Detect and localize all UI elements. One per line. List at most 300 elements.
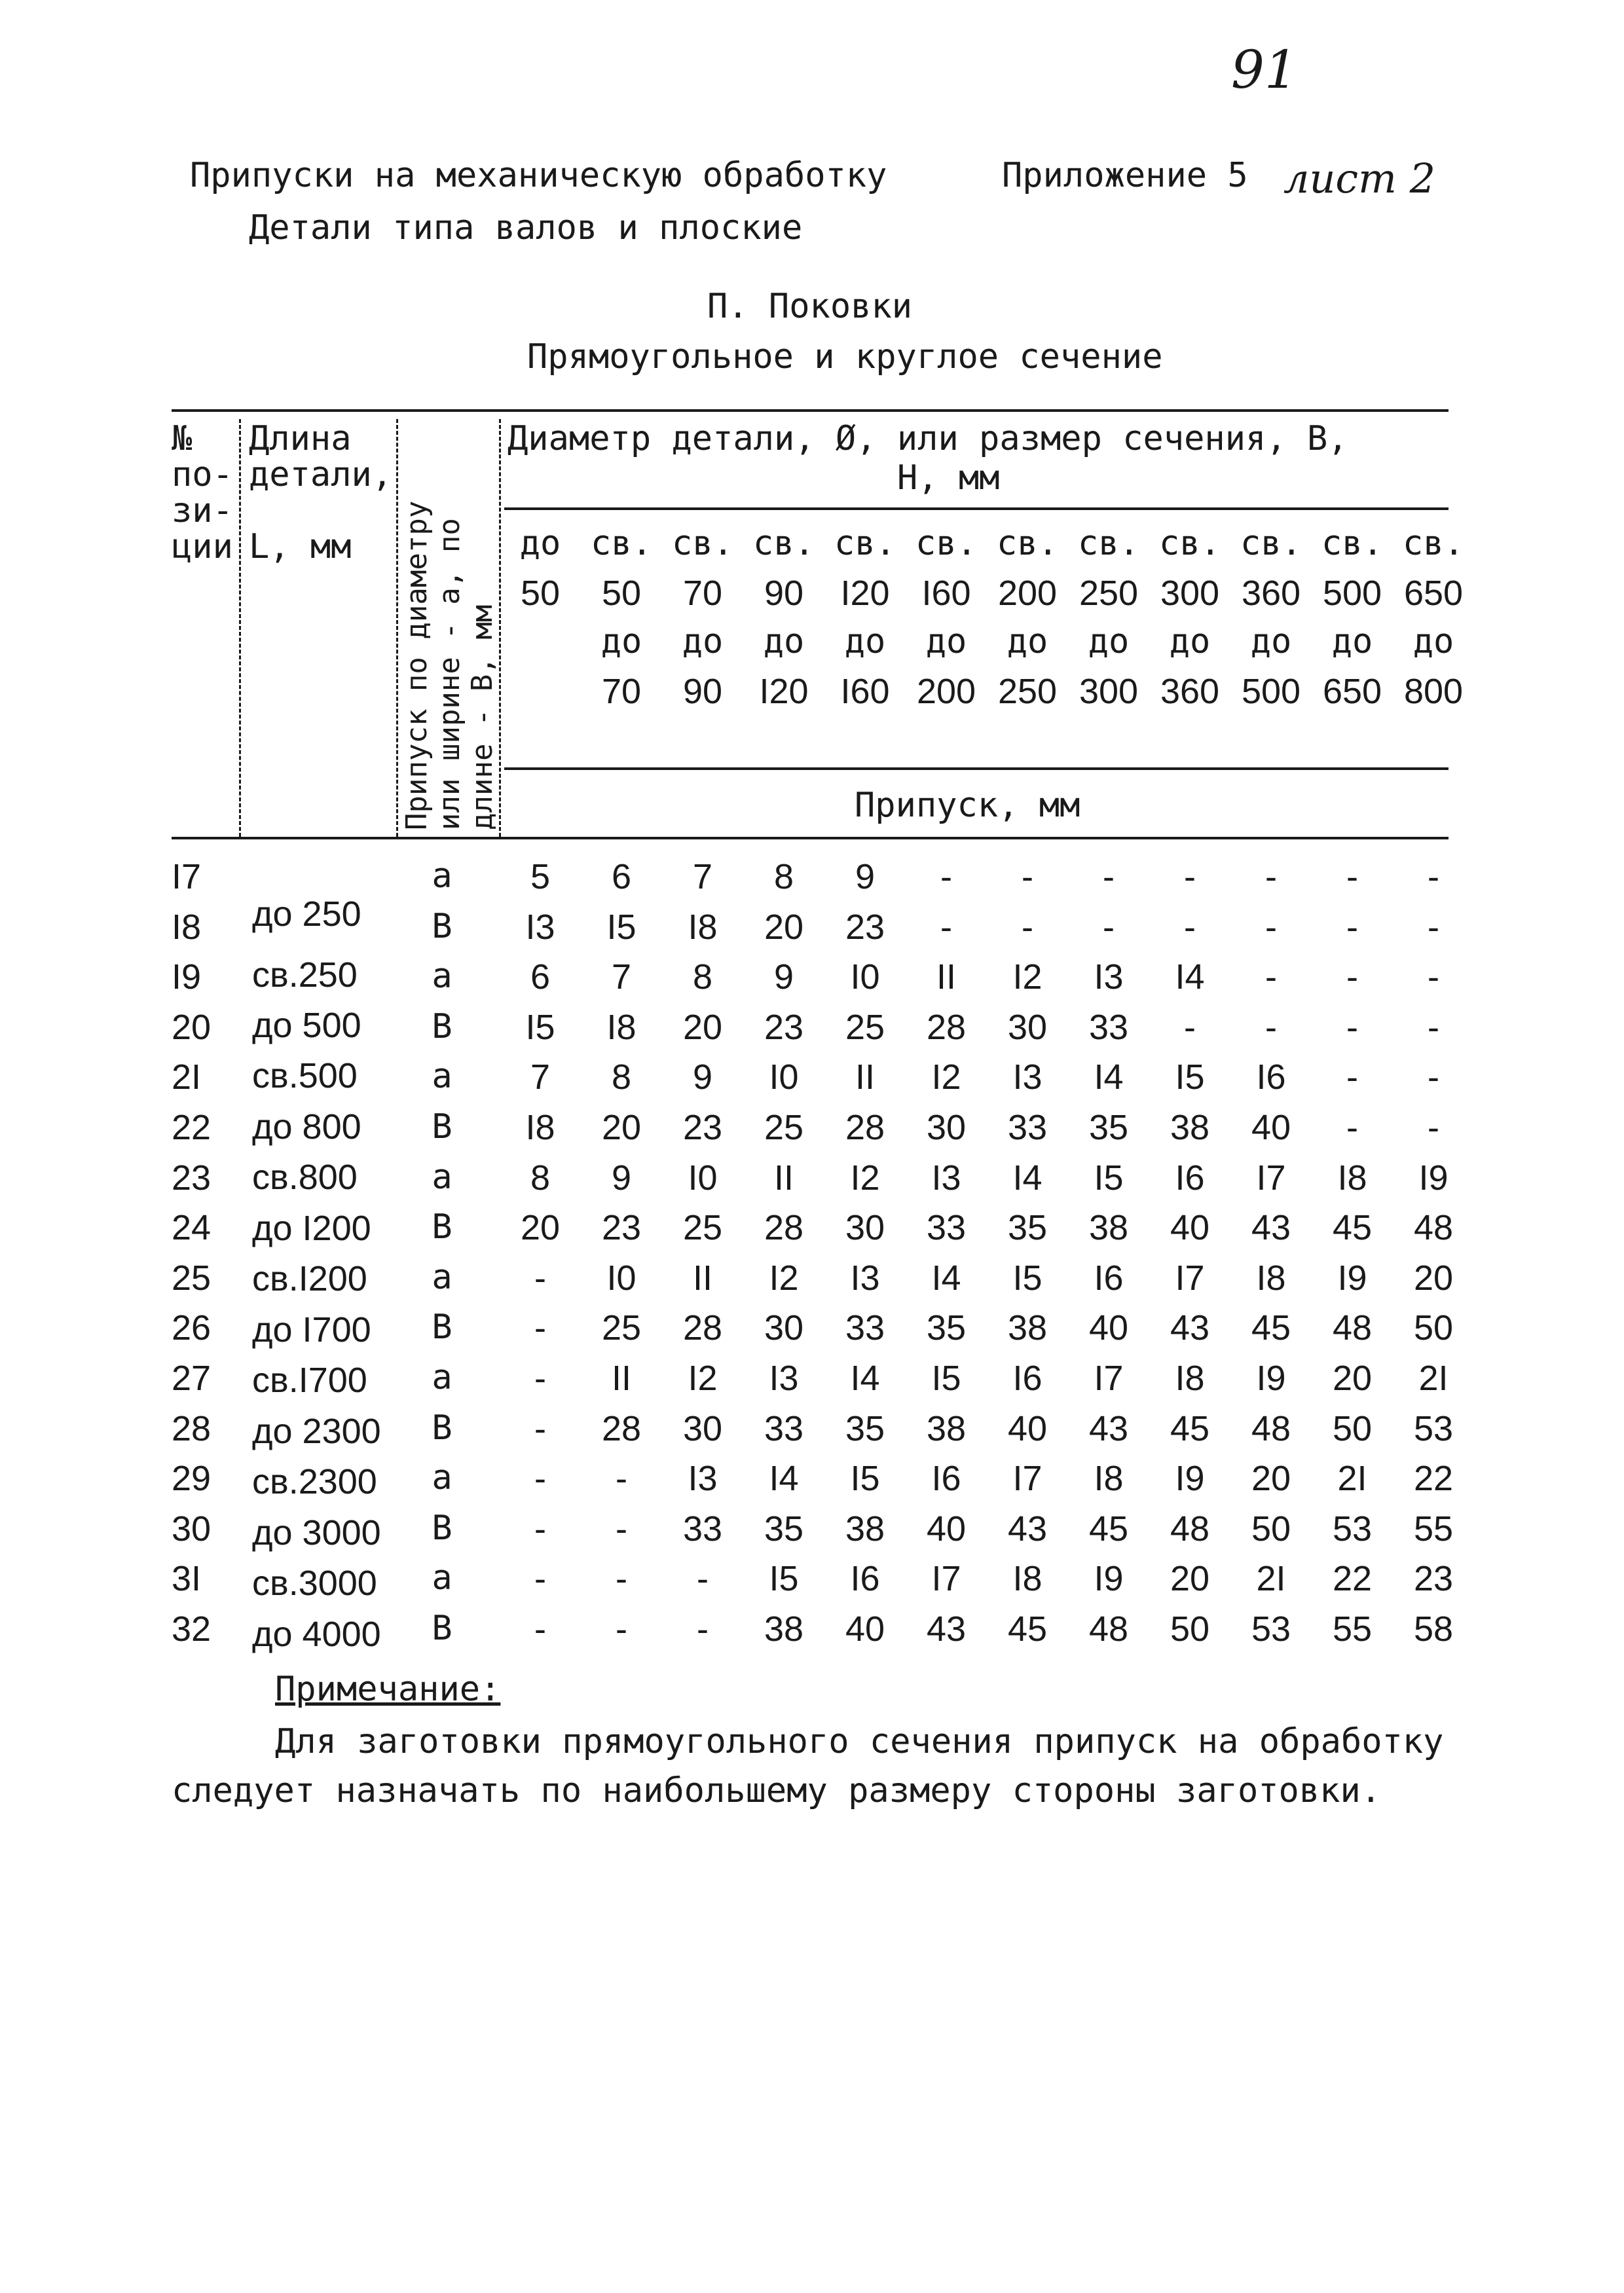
col-header-length-line: детали, xyxy=(249,455,393,494)
table-cell: - xyxy=(1346,1007,1358,1047)
table-cell: 20 xyxy=(1332,1359,1373,1398)
table-cell: 35 xyxy=(926,1308,967,1348)
diam-range-text: 650 xyxy=(1403,574,1464,613)
row-position-number: 32 xyxy=(172,1609,212,1649)
table-cell: I6 xyxy=(1175,1158,1205,1198)
table-cell: 30 xyxy=(682,1408,723,1448)
table-cell: 7 xyxy=(692,857,713,896)
row-allowance-type: В xyxy=(432,1107,452,1146)
table-cell: 33 xyxy=(926,1208,967,1248)
diam-range-text: св. xyxy=(834,524,896,563)
table-cell: 33 xyxy=(1007,1108,1048,1147)
table-cell: I2 xyxy=(769,1258,799,1298)
sheet-label: лист 2 xyxy=(1283,155,1436,202)
table-cell: I9 xyxy=(1256,1359,1286,1398)
table-cell: I3 xyxy=(688,1459,718,1499)
table-cell: 8 xyxy=(530,1158,551,1198)
doc-subtitle: Детали типа валов и плоские xyxy=(249,208,803,248)
table-cell: 40 xyxy=(1251,1108,1291,1147)
table-cell: I3 xyxy=(769,1359,799,1398)
table-cell: I2 xyxy=(688,1359,718,1398)
table-cell: I4 xyxy=(850,1359,880,1398)
table-cell: 20 xyxy=(764,907,804,947)
table-cell: - xyxy=(1346,907,1358,947)
table-cell: 25 xyxy=(764,1108,804,1147)
table-cell: I9 xyxy=(1175,1459,1205,1499)
table-cell: 40 xyxy=(1170,1208,1210,1248)
col-header-no-line: ции xyxy=(172,527,233,566)
diam-range-text: св. xyxy=(1078,524,1139,563)
table-cell: I8 xyxy=(1175,1359,1205,1398)
table-cell: - xyxy=(534,1509,546,1549)
row-position-number: 22 xyxy=(172,1108,212,1147)
diam-header-units: Н, мм xyxy=(897,458,1000,498)
table-cell: 8 xyxy=(773,857,794,896)
table-cell: 38 xyxy=(1170,1108,1210,1147)
table-cell: 33 xyxy=(845,1308,885,1348)
length-range-label: св.I700 xyxy=(252,1361,367,1400)
diam-range-text: до xyxy=(925,622,967,661)
table-cell: - xyxy=(534,1559,546,1599)
table-cell: - xyxy=(1428,907,1439,947)
row-position-number: I8 xyxy=(172,907,202,947)
table-cell: 25 xyxy=(845,1007,885,1047)
table-cell: 30 xyxy=(764,1308,804,1348)
table-cell: I9 xyxy=(1337,1258,1367,1298)
length-range-label: св.500 xyxy=(252,1056,358,1095)
table-cell: II xyxy=(855,1057,875,1097)
table-cell: 23 xyxy=(601,1208,642,1248)
row-position-number: 28 xyxy=(172,1408,212,1448)
table-cell: I4 xyxy=(1094,1057,1124,1097)
col-header-no-line: по- xyxy=(172,455,233,494)
table-cell: 33 xyxy=(682,1509,723,1549)
table-cell: I8 xyxy=(688,907,718,947)
table-cell: 55 xyxy=(1413,1509,1454,1549)
table-cell: 53 xyxy=(1413,1408,1454,1448)
table-cell: 43 xyxy=(1251,1208,1291,1248)
note-line-2: следует назначать по наибольшему размеру стороны заготовки. xyxy=(172,1771,1382,1810)
table-cell: II xyxy=(611,1359,631,1398)
col-separator-1 xyxy=(239,419,241,837)
diam-range-text: 200 xyxy=(997,574,1058,613)
table-cell: 2I xyxy=(1337,1459,1367,1499)
table-cell: - xyxy=(1022,857,1033,896)
table-cell: 50 xyxy=(1413,1308,1454,1348)
table-cell: - xyxy=(534,1609,546,1649)
table-cell: I4 xyxy=(931,1258,961,1298)
allowance-label: Припуск, мм xyxy=(855,786,1080,825)
table-cell: I3 xyxy=(1012,1057,1043,1097)
table-cell: 40 xyxy=(926,1509,967,1549)
table-cell: I4 xyxy=(1175,957,1205,997)
table-cell: 33 xyxy=(1088,1007,1129,1047)
table-cell: 43 xyxy=(1088,1408,1129,1448)
row-allowance-type: а xyxy=(432,1558,452,1598)
table-cell: 35 xyxy=(1007,1208,1048,1248)
table-cell: 50 xyxy=(1170,1609,1210,1649)
section-subtitle: Прямоугольное и круглое сечение xyxy=(527,337,1163,376)
diam-range-text: св. xyxy=(591,524,652,563)
table-cell: I6 xyxy=(1094,1258,1124,1298)
table-cell: 20 xyxy=(1251,1459,1291,1499)
diam-range-text: 300 xyxy=(1079,672,1139,711)
row-position-number: 23 xyxy=(172,1158,212,1198)
table-cell: 20 xyxy=(682,1007,723,1047)
page-number: 91 xyxy=(1231,39,1298,100)
table-cell: I5 xyxy=(1175,1057,1205,1097)
table-cell: I5 xyxy=(931,1359,961,1398)
row-position-number: 3I xyxy=(172,1559,202,1599)
table-cell: - xyxy=(1265,857,1277,896)
table-cell: 20 xyxy=(1413,1258,1454,1298)
table-cell: - xyxy=(1022,907,1033,947)
table-cell: - xyxy=(1346,957,1358,997)
table-cell: 8 xyxy=(611,1057,632,1097)
table-cell: - xyxy=(534,1308,546,1348)
table-cell: 48 xyxy=(1332,1308,1373,1348)
table-cell: 38 xyxy=(1088,1208,1129,1248)
table-cell: I7 xyxy=(1012,1459,1043,1499)
table-cell: 43 xyxy=(1007,1509,1048,1549)
table-cell: 38 xyxy=(926,1408,967,1448)
col-header-allowance-line: или ширине - а, по xyxy=(433,518,466,830)
table-cell: 28 xyxy=(764,1208,804,1248)
col-header-allowance-line: длине - В, мм xyxy=(466,604,499,830)
table-cell: 58 xyxy=(1413,1609,1454,1649)
appendix-label: Приложение 5 xyxy=(1002,156,1248,195)
table-cell: - xyxy=(1346,1057,1358,1097)
table-cell: I2 xyxy=(1012,957,1043,997)
diam-range-text: до xyxy=(844,622,886,661)
table-cell: I3 xyxy=(931,1158,961,1198)
diam-range-text: св. xyxy=(1240,524,1302,563)
table-cell: - xyxy=(1265,907,1277,947)
table-cell: 40 xyxy=(845,1609,885,1649)
length-range-label: до 4000 xyxy=(252,1615,381,1654)
table-cell: 50 xyxy=(1332,1408,1373,1448)
table-cell: 35 xyxy=(845,1408,885,1448)
diam-range-text: св. xyxy=(1321,524,1383,563)
table-cell: I6 xyxy=(931,1459,961,1499)
table-header-bottom-rule xyxy=(172,837,1449,839)
table-cell: - xyxy=(1346,1108,1358,1147)
diam-range-text: I60 xyxy=(921,574,971,613)
table-cell: 38 xyxy=(1007,1308,1048,1348)
diam-range-text: 360 xyxy=(1160,672,1220,711)
table-cell: I3 xyxy=(1094,957,1124,997)
table-cell: 22 xyxy=(1413,1459,1454,1499)
row-allowance-type: В xyxy=(432,1508,452,1548)
table-cell: 25 xyxy=(682,1208,723,1248)
table-cell: 9 xyxy=(692,1057,713,1097)
table-cell: 20 xyxy=(1170,1559,1210,1599)
length-range-label: до 3000 xyxy=(252,1513,381,1552)
length-range-label: до I700 xyxy=(252,1310,371,1349)
table-cell: 30 xyxy=(1007,1007,1048,1047)
diam-range-text: 200 xyxy=(916,672,976,711)
table-cell: I8 xyxy=(1256,1258,1286,1298)
diam-range-text: до xyxy=(1088,622,1130,661)
table-cell: 45 xyxy=(1332,1208,1373,1248)
row-allowance-type: а xyxy=(432,957,452,997)
length-range-label: св.250 xyxy=(252,955,358,995)
table-cell: - xyxy=(1428,957,1439,997)
table-cell: 28 xyxy=(845,1108,885,1147)
diam-range-text: до xyxy=(1331,622,1373,661)
table-cell: I8 xyxy=(606,1007,637,1047)
table-cell: I5 xyxy=(769,1559,799,1599)
row-allowance-type: а xyxy=(432,856,452,896)
row-position-number: 20 xyxy=(172,1007,212,1047)
table-cell: - xyxy=(697,1609,709,1649)
row-allowance-type: а xyxy=(432,1358,452,1397)
table-cell: I6 xyxy=(1012,1359,1043,1398)
table-cell: - xyxy=(534,1359,546,1398)
table-cell: 7 xyxy=(530,1057,551,1097)
table-cell: I9 xyxy=(1418,1158,1449,1198)
row-position-number: I7 xyxy=(172,857,202,896)
table-cell: 7 xyxy=(611,957,632,997)
table-cell: - xyxy=(1428,1108,1439,1147)
row-position-number: I9 xyxy=(172,957,202,997)
table-cell: 28 xyxy=(926,1007,967,1047)
length-range-label: до 500 xyxy=(252,1006,361,1045)
table-cell: - xyxy=(1428,857,1439,896)
table-cell: II xyxy=(936,957,956,997)
diam-range-text: до xyxy=(600,622,642,661)
table-cell: 35 xyxy=(1088,1108,1129,1147)
col-header-no-line: зи- xyxy=(172,491,233,530)
table-cell: 30 xyxy=(845,1208,885,1248)
note-heading: Примечание: xyxy=(275,1670,501,1709)
length-range-label: до 250 xyxy=(252,894,361,934)
length-range-label: св.2300 xyxy=(252,1462,377,1501)
col-header-allowance-line: Припуск по диаметру xyxy=(400,500,434,830)
table-cell: - xyxy=(616,1609,627,1649)
table-cell: - xyxy=(1428,1057,1439,1097)
diam-range-text: 250 xyxy=(1079,574,1139,613)
table-cell: I8 xyxy=(1094,1459,1124,1499)
table-cell: 53 xyxy=(1332,1509,1373,1549)
table-cell: 45 xyxy=(1251,1308,1291,1348)
table-cell: I9 xyxy=(1094,1559,1124,1599)
table-cell: I7 xyxy=(931,1559,961,1599)
table-cell: I3 xyxy=(525,907,555,947)
table-cell: 9 xyxy=(773,957,794,997)
row-position-number: 2I xyxy=(172,1057,202,1097)
table-cell: 33 xyxy=(764,1408,804,1448)
table-cell: 50 xyxy=(1251,1509,1291,1549)
diam-header-rule xyxy=(504,507,1449,510)
table-cell: I6 xyxy=(1256,1057,1286,1097)
table-cell: - xyxy=(1184,1007,1196,1047)
table-cell: 48 xyxy=(1251,1408,1291,1448)
diam-range-text: 300 xyxy=(1160,574,1220,613)
row-allowance-type: В xyxy=(432,1308,452,1348)
table-cell: 38 xyxy=(845,1509,885,1549)
length-range-label: до 2300 xyxy=(252,1412,381,1451)
table-cell: I4 xyxy=(769,1459,799,1499)
table-cell: I5 xyxy=(606,907,637,947)
diam-range-text: св. xyxy=(1159,524,1221,563)
table-cell: - xyxy=(1428,1007,1439,1047)
table-cell: - xyxy=(1103,857,1115,896)
table-cell: - xyxy=(534,1258,546,1298)
diam-range-text: 90 xyxy=(682,672,723,711)
table-cell: II xyxy=(773,1158,794,1198)
table-cell: - xyxy=(940,907,952,947)
diam-range-text: 650 xyxy=(1322,672,1382,711)
row-allowance-type: а xyxy=(432,1157,452,1197)
table-cell: I8 xyxy=(525,1108,555,1147)
table-cell: 5 xyxy=(530,857,551,896)
table-cell: 48 xyxy=(1413,1208,1454,1248)
table-cell: 38 xyxy=(764,1609,804,1649)
length-range-label: св.I200 xyxy=(252,1259,367,1298)
table-top-rule xyxy=(172,409,1449,412)
length-range-label: до I200 xyxy=(252,1209,371,1248)
table-cell: I8 xyxy=(1012,1559,1043,1599)
diam-range-text: до xyxy=(1250,622,1292,661)
table-cell: - xyxy=(1346,857,1358,896)
table-cell: 35 xyxy=(764,1509,804,1549)
length-range-label: св.3000 xyxy=(252,1564,377,1603)
table-cell: I8 xyxy=(1337,1158,1367,1198)
table-cell: 23 xyxy=(764,1007,804,1047)
diam-range-text: до xyxy=(519,524,561,563)
table-cell: 9 xyxy=(611,1158,632,1198)
table-cell: - xyxy=(616,1559,627,1599)
table-cell: I7 xyxy=(1175,1258,1205,1298)
table-cell: 20 xyxy=(601,1108,642,1147)
table-cell: - xyxy=(1103,907,1115,947)
diam-range-text: до xyxy=(1169,622,1211,661)
diam-range-text: 90 xyxy=(764,574,804,613)
table-cell: 45 xyxy=(1007,1609,1048,1649)
table-cell: 48 xyxy=(1088,1609,1129,1649)
row-position-number: 25 xyxy=(172,1258,212,1298)
table-cell: I2 xyxy=(931,1057,961,1097)
allowance-rule xyxy=(504,767,1449,770)
note-line-1: Для заготовки прямоугольного сечения припуск на обработку xyxy=(275,1722,1444,1761)
diam-range-text: св. xyxy=(915,524,977,563)
row-position-number: 27 xyxy=(172,1359,212,1398)
table-cell: - xyxy=(1265,957,1277,997)
row-allowance-type: В xyxy=(432,1006,452,1046)
table-cell: 9 xyxy=(855,857,876,896)
table-cell: 30 xyxy=(926,1108,967,1147)
row-allowance-type: а xyxy=(432,1257,452,1297)
table-cell: 23 xyxy=(845,907,885,947)
table-cell: 45 xyxy=(1088,1509,1129,1549)
diam-header: Диаметр детали, Ø, или размер сечения, В, xyxy=(507,419,1348,458)
table-cell: 23 xyxy=(1413,1559,1454,1599)
row-allowance-type: а xyxy=(432,1057,452,1097)
table-cell: 45 xyxy=(1170,1408,1210,1448)
row-allowance-type: В xyxy=(432,1408,452,1448)
row-position-number: 26 xyxy=(172,1308,212,1348)
diam-range-text: 50 xyxy=(601,574,642,613)
row-allowance-type: В xyxy=(432,1609,452,1648)
table-cell: - xyxy=(1184,907,1196,947)
diam-range-text: 360 xyxy=(1241,574,1301,613)
table-cell: - xyxy=(534,1408,546,1448)
table-cell: I4 xyxy=(1012,1158,1043,1198)
table-cell: - xyxy=(616,1509,627,1549)
table-cell: I7 xyxy=(1094,1359,1124,1398)
table-cell: 28 xyxy=(682,1308,723,1348)
row-position-number: 24 xyxy=(172,1208,212,1248)
table-cell: 2I xyxy=(1418,1359,1449,1398)
section-title: П. Поковки xyxy=(707,287,913,326)
table-cell: 2I xyxy=(1256,1559,1286,1599)
table-cell: 53 xyxy=(1251,1609,1291,1649)
table-cell: I2 xyxy=(850,1158,880,1198)
table-cell: 43 xyxy=(926,1609,967,1649)
table-cell: 40 xyxy=(1007,1408,1048,1448)
diam-range-text: 250 xyxy=(997,672,1058,711)
diam-range-text: 70 xyxy=(682,574,723,613)
diam-range-text: I20 xyxy=(759,672,809,711)
table-cell: 25 xyxy=(601,1308,642,1348)
diam-range-text: I20 xyxy=(840,574,890,613)
col-header-no-line: № xyxy=(172,419,193,458)
table-cell: I0 xyxy=(606,1258,637,1298)
table-cell: - xyxy=(1265,1007,1277,1047)
table-cell: I7 xyxy=(1256,1158,1286,1198)
table-cell: 55 xyxy=(1332,1609,1373,1649)
diam-range-text: св. xyxy=(672,524,733,563)
diam-range-text: 800 xyxy=(1403,672,1464,711)
table-cell: - xyxy=(534,1459,546,1499)
table-cell: I0 xyxy=(850,957,880,997)
col-header-length-line: Длина xyxy=(249,419,352,458)
row-position-number: 29 xyxy=(172,1459,212,1499)
table-cell: I6 xyxy=(850,1559,880,1599)
diam-range-text: до xyxy=(763,622,805,661)
diam-range-text: до xyxy=(1412,622,1454,661)
table-cell: 43 xyxy=(1170,1308,1210,1348)
diam-range-text: I60 xyxy=(840,672,890,711)
table-cell: 23 xyxy=(682,1108,723,1147)
length-range-label: св.800 xyxy=(252,1158,358,1197)
doc-title: Припуски на механическую обработку xyxy=(190,156,887,195)
table-cell: 28 xyxy=(601,1408,642,1448)
table-cell: I5 xyxy=(1094,1158,1124,1198)
length-range-label: до 800 xyxy=(252,1107,361,1146)
diam-range-text: св. xyxy=(753,524,815,563)
table-cell: 6 xyxy=(530,957,551,997)
row-allowance-type: В xyxy=(432,1207,452,1247)
table-cell: II xyxy=(692,1258,712,1298)
table-cell: 8 xyxy=(692,957,713,997)
table-cell: I5 xyxy=(1012,1258,1043,1298)
diam-range-text: св. xyxy=(997,524,1058,563)
diam-range-text: 70 xyxy=(601,672,642,711)
diam-range-text: св. xyxy=(1403,524,1464,563)
diam-range-text: 500 xyxy=(1241,672,1301,711)
table-cell: I3 xyxy=(850,1258,880,1298)
table-cell: 48 xyxy=(1170,1509,1210,1549)
table-cell: 40 xyxy=(1088,1308,1129,1348)
table-cell: 6 xyxy=(611,857,632,896)
diam-range-text: до xyxy=(682,622,724,661)
table-cell: I5 xyxy=(850,1459,880,1499)
table-cell: I0 xyxy=(769,1057,799,1097)
row-allowance-type: а xyxy=(432,1458,452,1498)
col-header-length-line: L, мм xyxy=(249,527,352,566)
